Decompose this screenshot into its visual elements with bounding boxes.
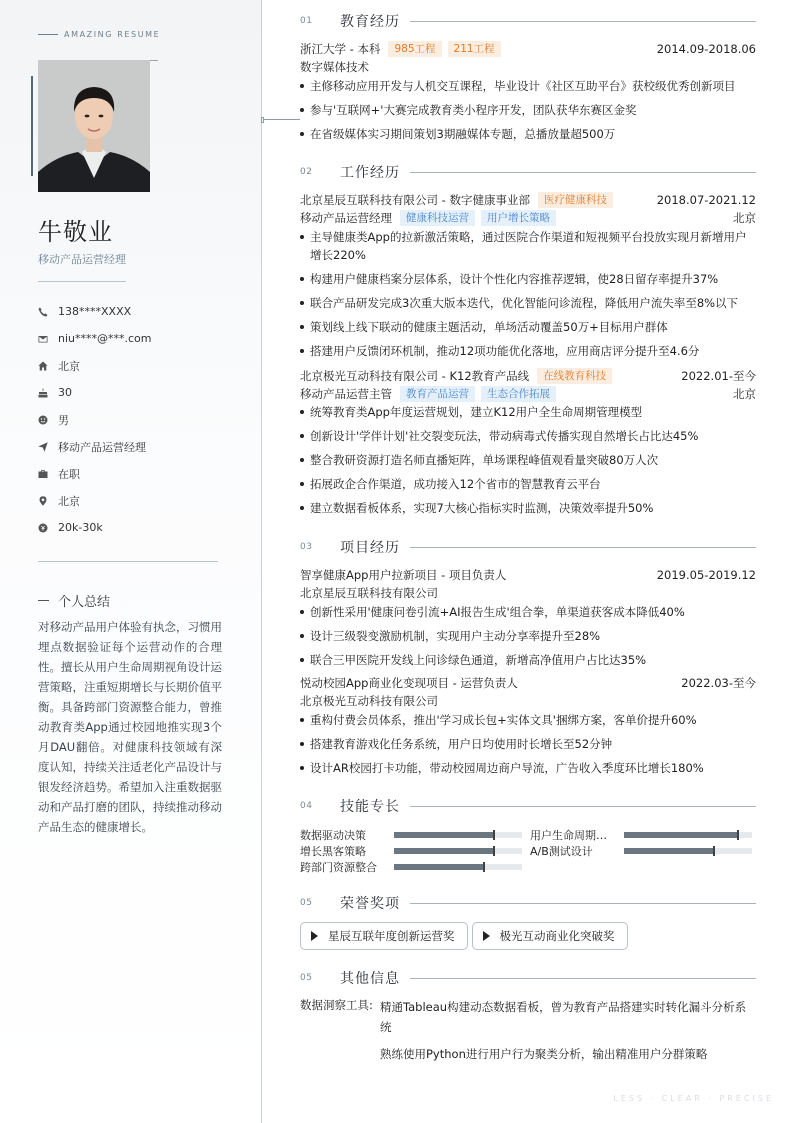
award-item (472, 922, 628, 950)
section-number: 01 (300, 16, 313, 26)
skill-bar (394, 832, 522, 838)
list-item: 设计AR校园打卡功能，带动校园周边商户导流，广告收入季度环比增长180% (300, 759, 756, 777)
list-item: 构建用户健康档案分层体系，设计个性化内容推荐逻辑，使28日留存率提升37% (300, 270, 756, 288)
education-bullets (300, 77, 756, 149)
skill-tag: 健康科技运营 (400, 210, 475, 226)
section-title: 工作经历 (340, 165, 400, 181)
other-label: 数据洞察工具: (300, 998, 373, 1012)
skill-item (530, 826, 752, 843)
brand-text: AMAZING RESUME (64, 30, 161, 39)
section-title: 其他信息 (340, 971, 400, 987)
project-header (300, 566, 756, 584)
section-education-header (300, 11, 756, 31)
date-range: 2018.07-2021.12 (656, 193, 756, 207)
photo-accent-line (31, 76, 33, 176)
section-title: 技能专长 (340, 799, 400, 815)
skill-tag: 生态合作拓展 (481, 386, 556, 402)
list-item: 搭建教育游戏化任务系统，用户日均使用时长增长至52分钟 (300, 735, 756, 753)
list-item: 参与'互联网+'大赛完成教育类小程序开发，团队获华东赛区金奖 (300, 101, 756, 119)
divider (38, 281, 126, 282)
work-title-row (300, 209, 756, 227)
info-target-role (38, 433, 238, 460)
briefcase-icon (38, 469, 58, 479)
project-company: 北京星辰互联科技有限公司 (300, 586, 438, 600)
skill-item (300, 842, 522, 859)
project-bullets (300, 711, 756, 783)
connector-line (262, 119, 300, 120)
section-rule (410, 978, 756, 979)
industry-tag: 在线教育科技 (537, 368, 612, 384)
skill-bar-fill (394, 864, 484, 870)
company-name: 北京星辰互联科技有限公司 - 数字健康事业部 (300, 193, 530, 207)
section-rule (410, 172, 756, 173)
section-rule (410, 21, 756, 22)
work-header (300, 367, 756, 385)
list-item: 主修移动应用开发与人机交互课程，毕业设计《社区互助平台》获校级优秀创新项目 (300, 77, 756, 95)
person-role: 移动产品运营经理 (38, 253, 126, 266)
list-item: 搭建用户反馈闭环机制，推动12项功能优化落地，应用商店评分提升至4.6分 (300, 342, 756, 360)
info-text: 北京 (58, 359, 80, 373)
school-tag: 211工程 (448, 41, 501, 57)
skill-name: 用户生命周期… (530, 828, 607, 842)
section-rule (410, 547, 756, 548)
person-name: 牛敬业 (38, 218, 113, 246)
school-tag: 985工程 (388, 41, 441, 57)
list-item: 建立数据看板体系，实现7大核心指标实时监测，决策效率提升50% (300, 499, 756, 517)
footer-watermark: LESS · CLEAR · PRECISE (613, 1094, 774, 1103)
award-name: 星辰互联年度创新运营奖 (328, 929, 455, 943)
section-title: 项目经历 (340, 540, 400, 556)
info-email (38, 325, 238, 352)
info-age (38, 379, 238, 406)
section-rule (410, 903, 756, 904)
phone-icon (38, 307, 58, 317)
project-name: 智享健康App用户拉新项目 - 项目负责人 (300, 568, 507, 582)
contact-info-list (38, 298, 238, 541)
skill-bar-fill (624, 848, 714, 854)
list-item: 整合教研资源打造名师直播矩阵，单场课程峰值观看量突破80万人次 (300, 451, 756, 469)
project-header (300, 674, 756, 692)
skill-bar-fill (394, 832, 494, 838)
project-name: 悦动校园App商业化变现项目 - 运营负责人 (300, 676, 518, 690)
list-item: 在省级媒体实习期间策划3期融媒体专题，总播放量超500万 (300, 125, 756, 143)
info-text: niu****@***.com (58, 332, 152, 345)
section-number: 05 (300, 898, 313, 908)
work-header (300, 191, 756, 209)
skill-bar-fill (394, 848, 494, 854)
work-bullets (300, 228, 756, 366)
skill-name: 跨部门资源整合 (300, 860, 377, 874)
skill-item (530, 842, 752, 859)
play-icon (311, 931, 318, 941)
award-item (300, 922, 468, 950)
connector-marker (261, 117, 264, 123)
section-number: 05 (300, 973, 313, 983)
city: 北京 (733, 211, 756, 225)
award-name: 极光互动商业化突破奖 (499, 929, 615, 943)
skill-bar-fill (624, 832, 738, 838)
info-text: 在职 (58, 467, 80, 481)
skill-tag: 用户增长策略 (481, 210, 556, 226)
sidebar (0, 0, 262, 1123)
mail-icon (38, 334, 58, 344)
info-text: 男 (58, 413, 69, 427)
section-skills-header (300, 796, 756, 816)
skill-name: 数据驱动决策 (300, 828, 366, 842)
info-salary (38, 514, 238, 541)
skill-bar (624, 848, 752, 854)
info-phone (38, 298, 238, 325)
section-other-header (300, 968, 756, 988)
list-item: 联合三甲医院开发线上问诊绿色通道，新增高净值用户占比达35% (300, 651, 756, 669)
section-title: 荣誉奖项 (340, 896, 400, 912)
list-item: 重构付费会员体系，推出'学习成长包+实体文具'捆绑方案，客单价提升60% (300, 711, 756, 729)
work-title-row (300, 385, 756, 403)
section-projects-header (300, 537, 756, 557)
job-title: 移动产品运营主管 (300, 387, 392, 401)
list-item: 策划线上线下联动的健康主题活动，单场活动覆盖50万+目标用户群体 (300, 318, 756, 336)
other-text: 熟练使用Python进行用户行为聚类分析，输出精准用户分群策略 (380, 1047, 708, 1061)
skill-tag: 教育产品运营 (400, 386, 475, 402)
skill-bar (624, 832, 752, 838)
info-text: 20k-30k (58, 521, 103, 534)
gender-icon (38, 415, 58, 425)
school-name: 浙江大学 - 本科 (300, 42, 381, 56)
info-location (38, 487, 238, 514)
info-hometown (38, 352, 238, 379)
education-major-row (300, 58, 756, 76)
company-name: 北京极光互动科技有限公司 - K12教育产品线 (300, 369, 530, 383)
skill-item (300, 858, 522, 875)
send-icon (38, 442, 58, 452)
list-item: 拓展政企合作渠道，成功接入12个省市的智慧教育云平台 (300, 475, 756, 493)
skill-item (300, 826, 522, 843)
section-number: 04 (300, 801, 313, 811)
project-bullets (300, 603, 756, 675)
section-number: 02 (300, 167, 313, 177)
profile-photo (38, 60, 150, 192)
play-icon (483, 931, 490, 941)
other-text: 精通Tableau构建动态数据看板，曾为教育产品搭建实时转化漏斗分析系统 (380, 1000, 747, 1034)
skill-name: 增长黑客策略 (300, 844, 366, 858)
list-item: 设计三级裂变激励机制，实现用户主动分享率提升至28% (300, 627, 756, 645)
date-range: 2022.03-至今 (681, 676, 756, 690)
salary-icon (38, 523, 58, 533)
section-number: 03 (300, 542, 313, 552)
section-rule (410, 806, 756, 807)
date-range: 2014.09-2018.06 (656, 42, 756, 56)
info-status (38, 460, 238, 487)
work-bullets (300, 403, 756, 523)
section-title: 教育经历 (340, 14, 400, 30)
brand-mark (38, 30, 160, 39)
info-gender (38, 406, 238, 433)
project-company-row (300, 584, 756, 602)
home-icon (38, 361, 58, 371)
avatar (38, 60, 150, 192)
cake-icon (38, 388, 58, 398)
list-item: 创新性采用'健康问卷引流+AI报告生成'组合拳，单渠道获客成本降低40% (300, 603, 756, 621)
section-honors-header (300, 893, 756, 913)
date-range: 2022.01-至今 (681, 369, 756, 383)
skill-bar (394, 848, 522, 854)
section-work-header (300, 162, 756, 182)
date-range: 2019.05-2019.12 (656, 568, 756, 582)
list-item: 统筹教育类App年度运营规划，建立K12用户全生命周期管理模型 (300, 403, 756, 421)
brand-line (38, 34, 58, 35)
industry-tag: 医疗健康科技 (538, 192, 613, 208)
skill-name: A/B测试设计 (530, 844, 593, 858)
major: 数字媒体技术 (300, 60, 369, 74)
location-icon (38, 496, 58, 506)
summary-text: 对移动产品用户体验有执念，习惯用埋点数据验证每个运营动作的合理性。擅长从用户生命周期视角设计运营策略，注重短期增长与长期价值平衡。具备跨部门资源整合能力，曾推动教育类App通过校园地推实现3个月DAU翻倍。对健康科技领域有深度认知，持续关注适老化产品设计与银发经济趋势。希望加入注重数据驱动和产品打磨的团队，持续推动移动产品生态的健康增长。 (38, 620, 222, 834)
city: 北京 (733, 387, 756, 401)
awards-list (300, 922, 632, 950)
info-text: 北京 (58, 494, 80, 508)
summary-title: 个人总结 (58, 595, 111, 610)
summary-heading (38, 591, 110, 610)
list-item: 主导健康类App的拉新激活策略，通过医院合作渠道和短视频平台投放实现月新增用户增长220% (300, 228, 756, 264)
info-text: 30 (58, 386, 72, 399)
list-item: 联合产品研发完成3次重大版本迭代，优化智能问诊流程，降低用户流失率至8%以下 (300, 294, 756, 312)
skill-bar (394, 864, 522, 870)
list-item: 创新设计'学伴计划'社交裂变玩法，带动病毒式传播实现自然增长占比达45% (300, 427, 756, 445)
education-header (300, 40, 756, 58)
project-company-row (300, 692, 756, 710)
heading-dash (38, 600, 49, 601)
info-text: 138****XXXX (58, 305, 132, 318)
job-title: 移动产品运营经理 (300, 211, 392, 225)
project-company: 北京极光互动科技有限公司 (300, 694, 438, 708)
info-text: 移动产品运营经理 (58, 440, 146, 454)
divider (38, 561, 218, 562)
